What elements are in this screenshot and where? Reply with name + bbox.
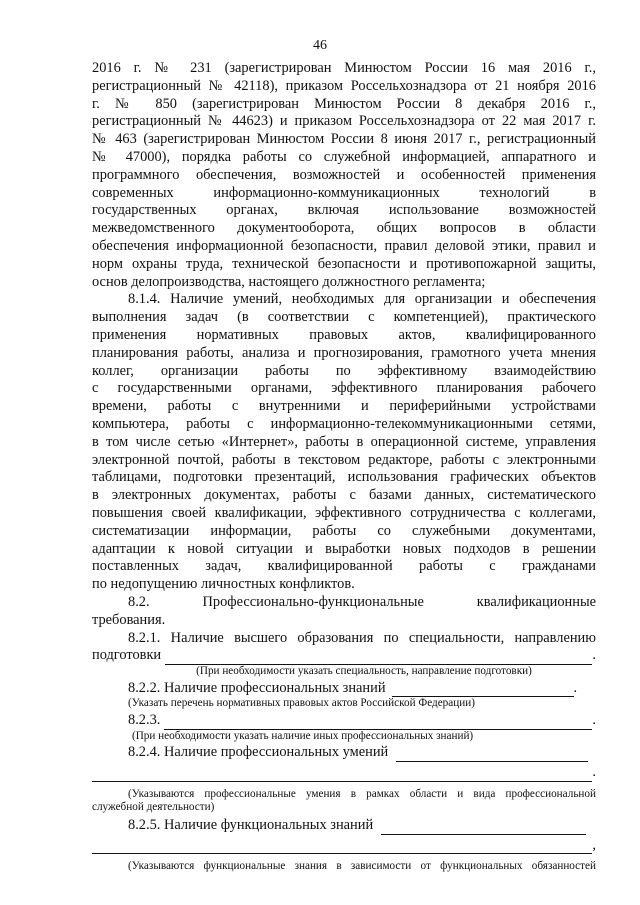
text-line: государственных органах, включая использование возможностей: [92, 202, 596, 219]
text-line: современных информационно-коммуникационных технологий в: [92, 184, 596, 201]
text-line: адаптации к новой ситуации и выработки новых подходов в решении: [92, 540, 596, 557]
document-body: [92, 60, 596, 874]
text-line: систематизации информации, работы со служебными документами,: [92, 522, 596, 539]
text-line: выполнения задач (в соответствии с компетенцией), практического: [92, 309, 596, 326]
field-hint: (При необходимости указать наличие иных профессиональных знаний): [132, 729, 474, 742]
text-line: с государственными органами, эффективного планирования рабочего: [92, 380, 596, 397]
field-hint: служебной деятельности): [92, 801, 215, 814]
page-number: 46: [313, 38, 327, 53]
text-line: подготовки: [92, 647, 162, 664]
text-line: планирования работы, анализа и прогнозирования, грамотного учета мнения: [92, 344, 596, 361]
text-line: требования.: [92, 611, 166, 628]
section-8-2-4: [92, 744, 596, 815]
text-line: программного обеспечения, возможностей и особенностей применения: [92, 166, 596, 183]
text-line: времени, работы с внутренними и периферийными устройствами: [92, 398, 596, 415]
field-hint: (При необходимости указать специальность, направление подготовки): [196, 665, 532, 678]
text-line: в электронных документах, работы с базами данных, систематического: [92, 487, 596, 504]
text-line: г. № 850 (зарегистрирован Минюстом России 8 декабря 2016 г.,: [92, 95, 596, 112]
text-line: основ делопроизводства, настоящего должностного регламента;: [92, 273, 486, 290]
blank-field-skills-continued[interactable]: [92, 768, 592, 782]
section-8-2-1: [92, 630, 596, 679]
section-8-2: [92, 594, 596, 630]
section-heading: 8.2. Профессионально-функциональные квалификационные: [128, 593, 596, 610]
punctuation: .: [592, 647, 596, 664]
blank-field-knowledge[interactable]: [392, 683, 574, 697]
text-line: 8.1.4. Наличие умений, необходимых для организации и обеспечения: [128, 291, 596, 308]
text-line: 8.2.5. Наличие функциональных знаний: [128, 816, 374, 833]
fill-in-line: [92, 647, 596, 665]
text-line: 8.2.4. Наличие профессиональных умений: [128, 744, 389, 761]
punctuation: .: [573, 679, 578, 696]
text-line: 8.2.2. Наличие профессиональных знаний: [128, 679, 386, 696]
text-line: обеспечения информационной безопасности, правил деловой этики, правил и: [92, 237, 596, 254]
text-line: № 47000), порядка работы со служебной информацией, аппаратного и: [92, 148, 596, 165]
section-8-2-5: [92, 817, 596, 874]
punctuation: .: [592, 711, 596, 728]
text-line: 8.2.3.: [128, 711, 161, 728]
text-line: повышения своей квалификации, эффективного сотрудничества с коллегами,: [92, 504, 596, 521]
fill-in-line: [92, 744, 596, 762]
fill-in-line: [92, 764, 596, 782]
section-8-2-3: [92, 712, 596, 743]
text-line: межведомственного документооборота, общих вопросов в области: [92, 220, 596, 237]
punctuation: ,: [592, 836, 596, 853]
blank-field-education[interactable]: [165, 651, 592, 665]
text-line: компьютера, работы с информационно-телекоммуникационными сетями,: [92, 415, 596, 432]
text-line: № 463 (зарегистрирован Минюстом России 8 июня 2017 г., регистрационный: [92, 131, 596, 148]
section-8-2-2: [92, 680, 596, 711]
blank-field-other-knowledge[interactable]: [164, 716, 592, 730]
text-line: 2016 г. № 231 (зарегистрирован Минюстом России 16 мая 2016 г.,: [92, 60, 596, 76]
text-line: коллег, организации работы по эффективному взаимодействию: [92, 362, 596, 379]
field-hint: (Указываются функциональные знания в зависимости от функциональных обязанностей: [128, 860, 596, 873]
blank-field-functional-knowledge[interactable]: [381, 821, 586, 835]
text-line: применения нормативных правовых актов, квалифицированного: [92, 326, 596, 343]
punctuation: .: [592, 763, 596, 780]
text-line: в том числе сетью «Интернет», работы в операционной системе, управления: [92, 433, 596, 450]
field-hint: (Указываются профессиональные умения в рамках области и вида профессиональной: [128, 787, 596, 800]
field-hint: (Указать перечень нормативных правовых актов Российской Федерации): [128, 697, 475, 710]
text-line: таблицами, подготовки презентаций, использования графических объектов: [92, 469, 596, 486]
text-line: 8.2.1. Наличие высшего образования по специальности, направлению: [128, 629, 596, 646]
fill-in-line: [92, 680, 596, 698]
blank-field-functional-knowledge-continued[interactable]: [92, 840, 592, 854]
fill-in-line: [92, 712, 596, 730]
fill-in-line: [92, 817, 596, 835]
paragraph-8-1-4: [92, 291, 596, 594]
paragraph-regulations: [92, 60, 596, 291]
text-line: электронной почтой, работы в текстовом редакторе, работы с электронными: [92, 451, 596, 468]
text-line: поставленных задач, квалифицированной работы с гражданами: [92, 558, 596, 575]
text-line: регистрационный № 44623) и приказом Россельхознадзора от 22 мая 2017 г.: [92, 113, 596, 130]
text-line: по недопущению личностных конфликтов.: [92, 576, 355, 593]
blank-field-skills[interactable]: [396, 748, 588, 762]
fill-in-line: [92, 837, 596, 855]
text-line: норм охраны труда, технической безопасности и противопожарной защиты,: [92, 255, 596, 272]
text-line: регистрационный № 42118), приказом Россельхознадзора от 21 ноября 2016: [92, 77, 596, 94]
